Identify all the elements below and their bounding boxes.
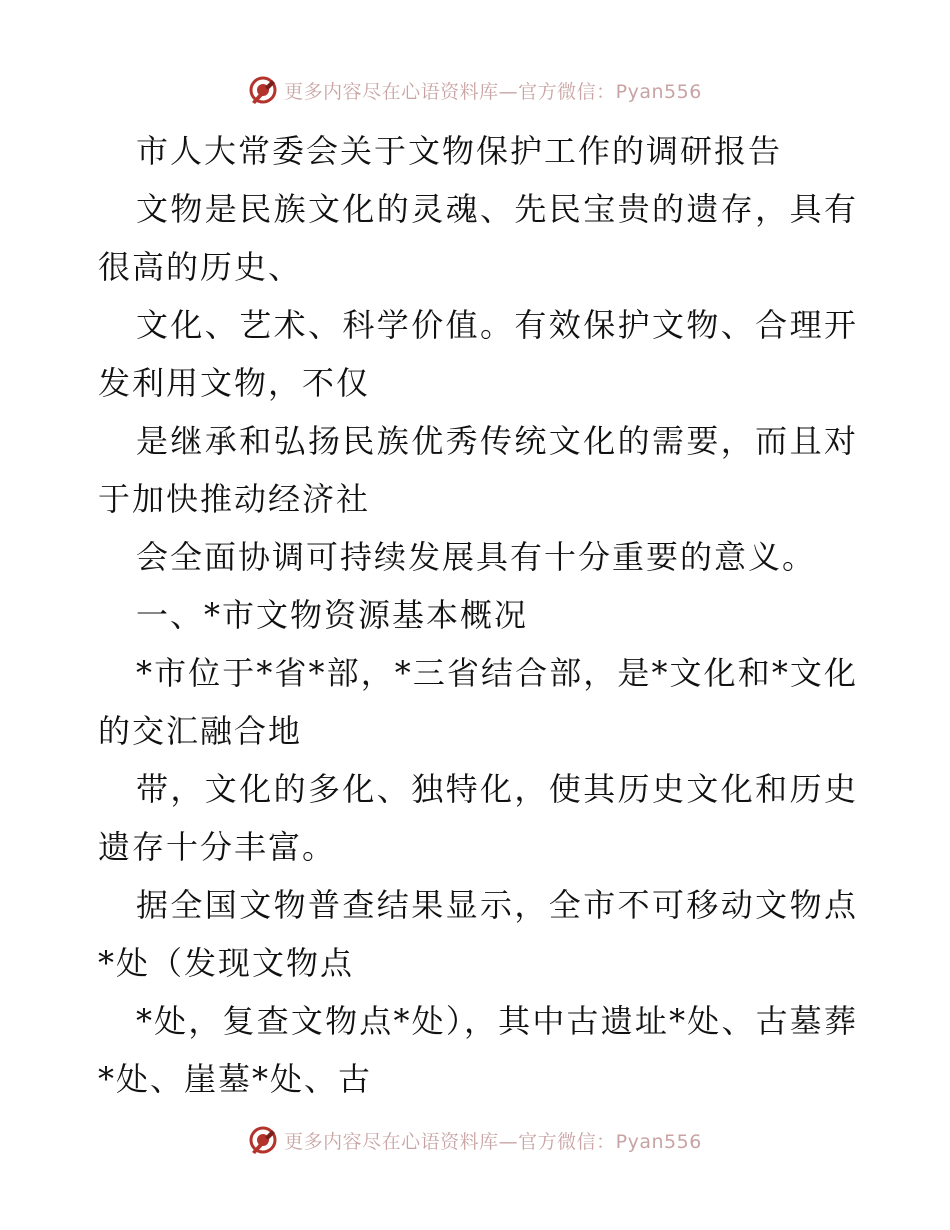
paragraph: *处，复查文物点*处），其中古遗址*处、古墓葬*处、崖墓*处、古 [98,1002,858,1098]
paragraph: *市位于*省*部，*三省结合部，是*文化和*文化的交汇融合地 [98,654,858,750]
header-watermark [0,70,950,110]
watermark-text: 更多内容尽在心语资料库—官方微信：Pyan556 [284,1130,702,1153]
paragraph: 文化、艺术、科学价值。有效保护文物、合理开发利用文物，不仅 [98,306,858,402]
paragraph: 据全国文物普查结果显示，全市不可移动文物点*处（发现文物点 [98,886,858,982]
watermark-text: 更多内容尽在心语资料库—官方微信：Pyan556 [284,80,702,103]
pen-logo-icon [248,1125,278,1155]
pen-logo-icon [248,75,278,105]
document-title: 市人大常委会关于文物保护工作的调研报告 [136,132,783,170]
footer-watermark [0,1120,950,1160]
document-body [98,122,858,1108]
paragraph: 文物是民族文化的灵魂、先民宝贵的遗存，具有很高的历史、 [98,190,858,286]
section-heading: 一、*市文物资源基本概况 [136,596,529,634]
paragraph: 是继承和弘扬民族优秀传统文化的需要，而且对于加快推动经济社 [98,422,858,518]
paragraph: 带，文化的多化、独特化，使其历史文化和历史遗存十分丰富。 [98,770,858,866]
paragraph: 会全面协调可持续发展具有十分重要的意义。 [136,538,817,576]
